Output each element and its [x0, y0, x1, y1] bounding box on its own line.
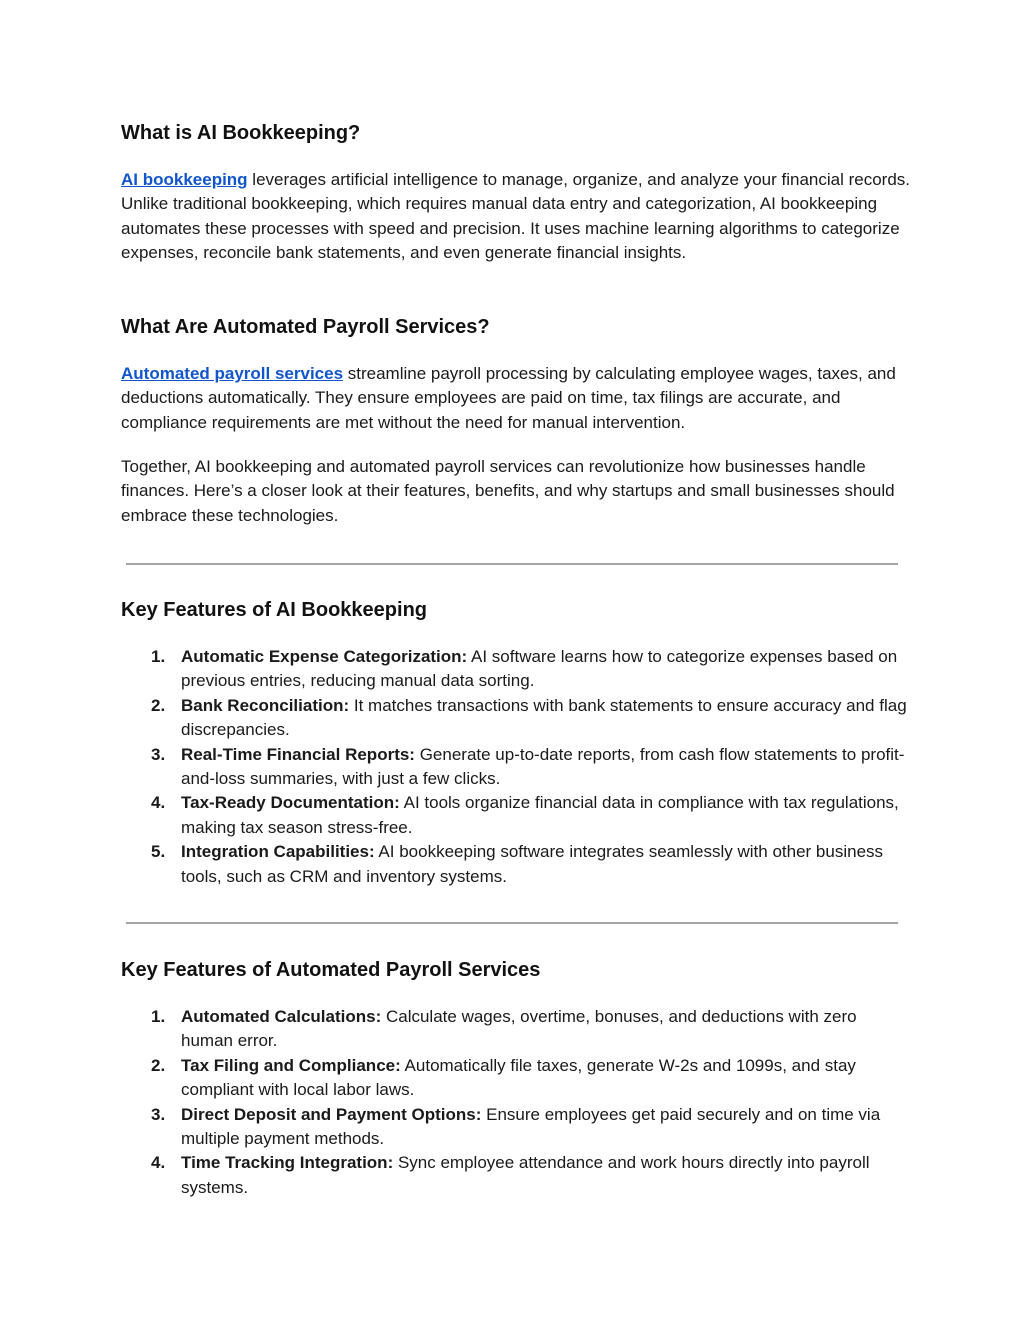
ai-bookkeeping-features-list — [121, 645, 911, 889]
paragraph-together: Together, AI bookkeeping and automated payroll services can revolutionize how businesses handle finances. Here’s a closer look at their features, benefits, and why startups and small businesses should embrace these technologies. — [121, 457, 895, 525]
list-item — [121, 1151, 911, 1200]
paragraph-automated-payroll-text: streamline payroll processing by calculating employee wages, taxes, and deductions automatically. They ensure employees are paid on time, tax filings are accurate, and compliance requirements are met without the need for manual intervention. — [121, 364, 896, 432]
list-item-number: 2. — [151, 1055, 166, 1075]
ai-bookkeeping-link[interactable]: AI bookkeeping — [121, 170, 248, 189]
list-item-number: 2. — [151, 695, 166, 715]
heading-what-is-ai-bookkeeping: What is AI Bookkeeping? — [121, 122, 361, 144]
list-item-term: Direct Deposit and Payment Options: — [181, 1104, 482, 1124]
heading-what-are-automated-payroll: What Are Automated Payroll Services? — [121, 316, 490, 338]
heading-key-features-automated-payroll: Key Features of Automated Payroll Services — [121, 959, 541, 981]
list-item-text: AI tools organize financial data in compliance with tax regulations, making tax season stress-free. — [181, 793, 899, 837]
list-item-term: Tax Filing and Compliance: — [181, 1055, 401, 1075]
automated-payroll-link[interactable]: Automated payroll services — [121, 364, 344, 383]
list-item-text: Calculate wages, overtime, bonuses, and deductions with zero human error. — [181, 1007, 857, 1051]
list-item — [121, 694, 911, 743]
list-item-number: 5. — [151, 842, 166, 862]
list-item — [121, 840, 911, 889]
list-item-term: Real-Time Financial Reports: — [181, 744, 415, 764]
list-item-term: Bank Reconciliation: — [181, 695, 350, 715]
list-item-text: AI software learns how to categorize expenses based on previous entries, reducing manual data sorting. — [181, 647, 898, 691]
list-item-number: 4. — [151, 1153, 166, 1173]
list-item — [121, 1005, 911, 1054]
list-item-text: AI bookkeeping software integrates seamlessly with other business tools, such as CRM and inventory systems. — [181, 842, 884, 886]
list-item-number: 1. — [151, 647, 166, 666]
list-item-number: 1. — [151, 1007, 166, 1026]
list-item-number: 4. — [151, 793, 166, 813]
paragraph-ai-bookkeeping-text: leverages artificial intelligence to manage, organize, and analyze your financial records. Unlike traditional bookkeeping, which requires manual data entry and categorization, AI bookkeeping automates these processes with speed and precision. It uses machine learning algorithms to categorize expenses, reconcile bank statements, and even generate financial insights. — [121, 170, 911, 263]
list-item-text: Ensure employees get paid securely and on time via multiple payment methods. — [181, 1104, 881, 1149]
list-item-number: 3. — [151, 744, 166, 764]
horizontal-divider — [126, 922, 898, 924]
automated-payroll-features-list — [121, 1005, 911, 1200]
horizontal-divider — [126, 563, 898, 565]
list-item — [121, 1103, 911, 1152]
list-item — [121, 1054, 911, 1103]
list-item-text: Automatically file taxes, generate W-2s and 1099s, and stay compliant with local labor laws. — [181, 1055, 856, 1100]
list-item-text: Sync employee attendance and work hours directly into payroll systems. — [181, 1153, 870, 1197]
paragraph-ai-bookkeeping — [121, 168, 911, 266]
list-item-term: Automated Calculations: — [181, 1007, 382, 1026]
list-item-number: 3. — [151, 1104, 166, 1124]
list-item-term: Automatic Expense Categorization: — [181, 647, 468, 666]
list-item-text: Generate up-to-date reports, from cash flow statements to profit-and-loss summaries, with just a few clicks. — [181, 744, 905, 789]
list-item-term: Time Tracking Integration: — [181, 1153, 394, 1173]
heading-key-features-ai-bookkeeping: Key Features of AI Bookkeeping — [121, 599, 427, 621]
list-item-text: It matches transactions with bank statements to ensure accuracy and flag discrepancies. — [181, 695, 907, 740]
list-item-term: Integration Capabilities: — [181, 842, 375, 862]
list-item — [121, 791, 911, 840]
paragraph-automated-payroll — [121, 362, 911, 435]
list-item — [121, 743, 911, 792]
list-item — [121, 645, 911, 694]
list-item-term: Tax-Ready Documentation: — [181, 793, 400, 813]
